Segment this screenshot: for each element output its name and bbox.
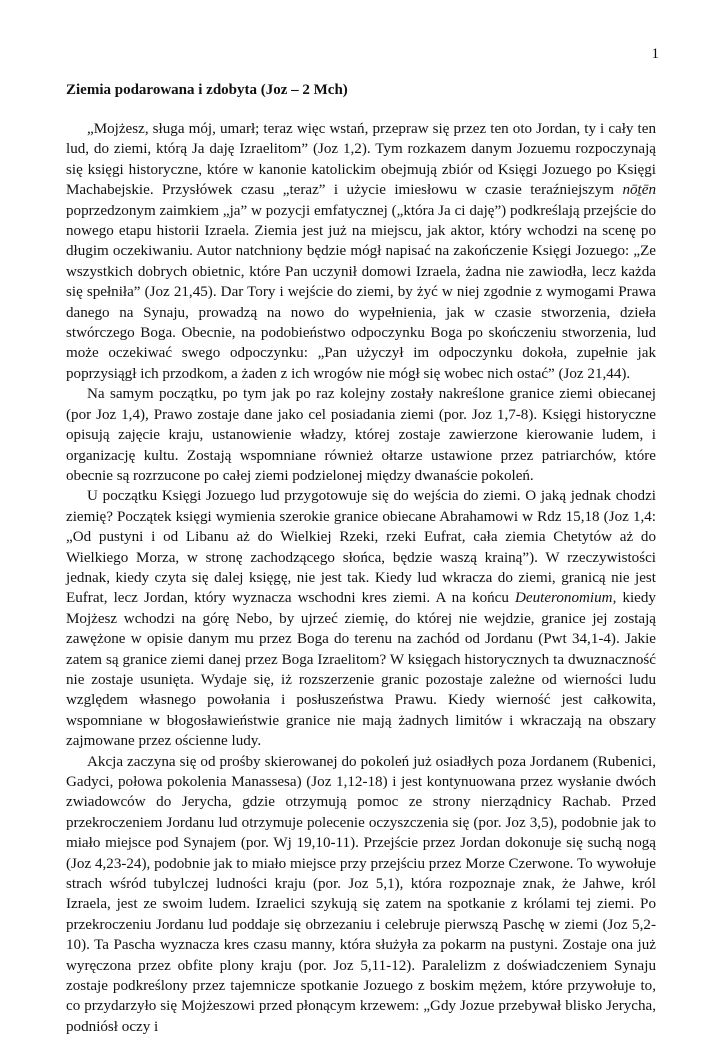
section-title: Ziemia podarowana i zdobyta (Joz – 2 Mch) (66, 82, 348, 98)
text-run-italic: nōṯēn (622, 182, 656, 199)
paragraph-1 (66, 119, 656, 384)
paragraph-4 (66, 752, 656, 1037)
text-run: , kiedy Mojżesz wchodzi na górę Nebo, by ujrzeć ziemię, do której nie wejdzie, granice jej zostają zawężone w opisie danym mu przez Boga do terenu na zachód od Jordanu (Pwt 34,1-4). Jakie zatem są granice ziemi danej przez Boga Izraelitom? W księgach historycznych ta dwuznaczność nie zostaje usunięta. Wydaje się, iż rozszerzenie granic pozostaje zależne od wierności ludu względem własnego powołania i posłuszeństwa Prawu. Kiedy wierność jest całkowita, wspomniane w błogosławieństwie granice nie mają żadnych limitów i wkraczają na obszary zajmowane przez ościenne ludy. (66, 590, 656, 750)
text-run-italic: Deuteronomium (515, 590, 613, 607)
body-text (66, 119, 656, 1037)
text-run: poprzedzonym zaimkiem „ja” w pozycji emfatycznej („która Ja ci daję”) podkreślają przejście do nowego etapu historii Izraela. Ziemia jest już na miejscu, jak aktor, który wchodzi na scenę po długim oczekiwaniu. Autor natchniony będzie mógł napisać na zakończenie Księgi Jozuego: „Ze wszystkich dobrych obietnic, które Pan uczynił domowi Izraela, żadna nie zawiodła, lecz każda się spełniła” (Joz 21,45). Dar Tory i wejście do ziemi, by żyć w niej zgodnie z wymogami Prawa danego na Synaju, prowadzą na nowo do wypełnienia, jak w czasie stworzenia, dzieła stwórczego Boga. Obecnie, na podobieństwo odpoczynku Boga po skończeniu stworzenia, lud może oczekiwać swego odpoczynku: „Pan użyczył im odpoczynku dokoła, zupełnie jak poprzysiągł ich przodkom, a żaden z ich wrogów nie mógł się wobec nich ostać” (Joz 21,44). (66, 202, 656, 382)
text-run: Na samym początku, po tym jak po raz kolejny zostały nakreślone granice ziemi obiecanej (por Joz 1,4), Prawo zostaje dane jako cel posiadania ziemi (por. Joz 1,7-8). Księgi historyczne opisują zajęcie kraju, ustanowienie władzy, której zostaje zawierzone kierowanie ludem, i organizację kultu. Zostają wspomniane również ołtarze ustawione przez patriarchów, które obecnie są rozrzucone po całej ziemi podzielonej między dwanaście pokoleń. (66, 386, 656, 484)
paragraph-2 (66, 384, 656, 486)
page-number: 1 (651, 46, 659, 62)
text-run: „Mojżesz, sługa mój, umarł; teraz więc wstań, przepraw się przez ten oto Jordan, ty i cały ten lud, do ziemi, którą Ja daję Izraelitom” (Joz 1,2). Tym rozkazem danym Jozuemu rozpoczynają się księgi historyczne, które w kanonie katolickim obejmują zbiór od Księgi Jozuego po Księgi Machabejskie. Przysłówek czasu „teraz” i użycie imiesłowu w czasie teraźniejszym (66, 121, 656, 199)
text-run: Akcja zaczyna się od prośby skierowanej do pokoleń już osiadłych poza Jordanem (Rubenici, Gadyci, połowa pokolenia Manassesa) (Joz 1,12-18) i jest kontynuowana przez wysłanie dwóch zwiadowców do Jerycha, gdzie otrzymują pomoc ze strony nierządnicy Rachab. Przed przekroczeniem Jordanu lud otrzymuje polecenie oczyszczenia się (por. Joz 3,5), podobnie jak to miało miejsce pod Synajem (por. Wj 19,10-11). Przejście przez Jordan dokonuje się suchą nogą (Joz 4,23-24), podobnie jak to miało miejsce przy przejściu przez Morze Czerwone. To wywołuje strach wśród tubylczej ludności kraju (por. Joz 5,1), która rozpoznaje znak, że Jahwe, król Izraela, jest ze swoim ludem. Izraelici szykują się zatem na spotkanie z królami tej ziemi. Po przekroczeniu Jordanu lud poddaje się obrzezaniu i celebruje pierwszą Paschę w ziemi (Joz 5,2-10). Ta Pascha wyznacza kres czasu manny, która służyła za pokarm na pustyni. Zostaje ona już wyręczona przez obfite plony kraju (por. Joz 5,11-12). Paralelizm z doświadczeniem Synaju zostaje podkreślony przez tajemnicze spotkanie Jozuego z boskim mężem, które przywołuje to, co przydarzyło się Mojżeszowi przed płonącym krzewem: „Gdy Jozue przebywał blisko Jerycha, podniósł oczy i (66, 753, 656, 1035)
paragraph-3 (66, 486, 656, 751)
text-run: U początku Księgi Jozuego lud przygotowuje się do wejścia do ziemi. O jaką jednak chodzi ziemię? Początek księgi wymienia szerokie granice obiecane Abrahamowi w Rdz 15,18 (Joz 1,4: „Od pustyni i od Libanu aż do Wielkiej Rzeki, rzeki Eufrat, cała ziemia Chetytów aż do Wielkiego Morza, w stronę zachodzącego słońca, będzie waszą krainą”). W rzeczywistości jednak, kiedy czyta się dalej księgę, nie jest tak. Kiedy lud wkracza do ziemi, granicą nie jest Eufrat, lecz Jordan, który wyznacza wschodni kres ziemi. A na końcu (66, 488, 656, 607)
